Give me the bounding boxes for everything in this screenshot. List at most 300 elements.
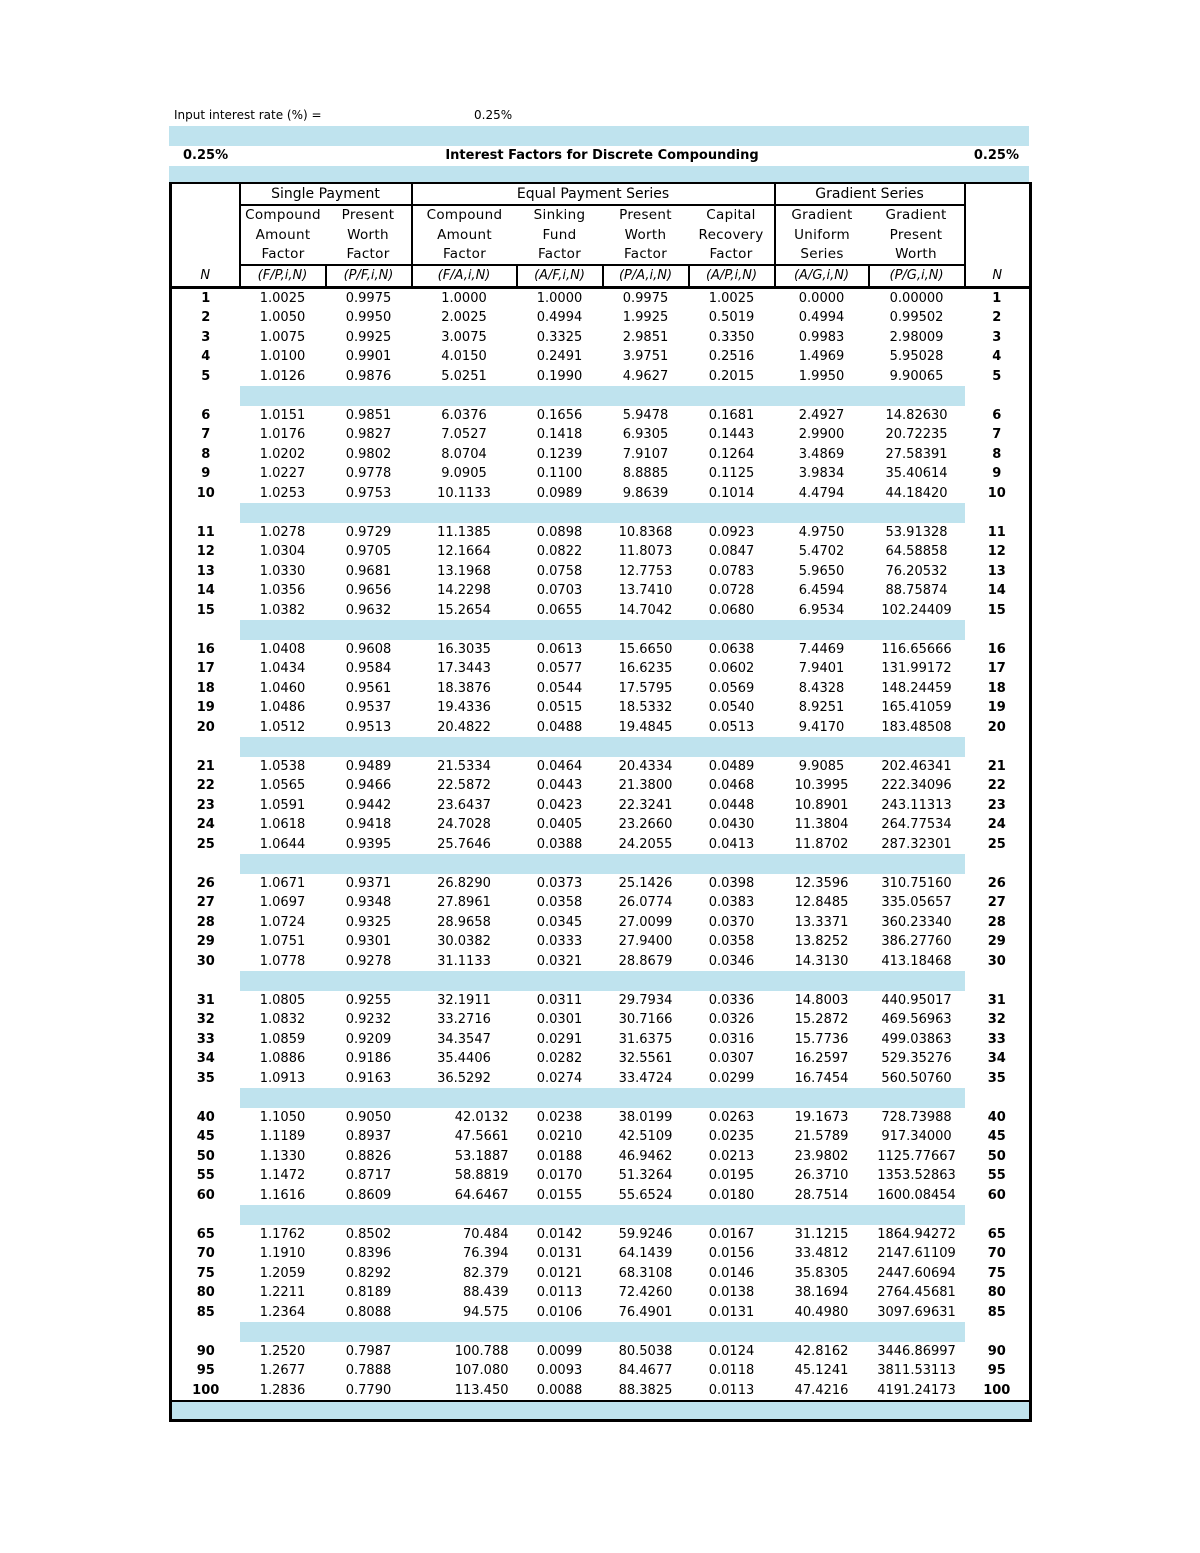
factor-cell: 0.9901 [345,349,392,365]
factor-cell: 0.9632 [345,602,392,618]
factor-cell: 0.4994 [536,310,583,326]
table-row [171,1147,1031,1167]
row-n-right: 65 [987,1226,1006,1242]
factor-cell: 0.0464 [536,758,583,774]
factor-cell: 36.5292 [437,1070,491,1086]
factor-cell: 24.2055 [618,836,673,852]
factor-cell: 222.34096 [881,778,952,794]
factor-cell: 14.82630 [885,407,948,423]
table-row [171,1010,1031,1030]
row-n-right: 15 [987,602,1006,618]
table-row [171,287,1031,308]
table-row [171,523,1031,543]
row-n: 95 [196,1363,215,1379]
factor-cell: 0.0388 [536,836,583,852]
factor-cell: 82.379 [463,1265,509,1281]
factor-cell: 5.4702 [798,544,845,560]
column-symbol: (P/A,i,N) [603,265,689,287]
factor-cell: 0.0106 [536,1304,583,1320]
table-row [171,1244,1031,1264]
row-n-right: 18 [987,680,1006,696]
separator-band [240,620,965,640]
factor-cell: 0.0602 [708,661,755,677]
separator-blank [171,971,240,991]
factor-cell: 0.0333 [536,934,583,950]
row-n: 24 [196,817,215,833]
factor-cell: 9.0905 [441,466,487,482]
block-separator [171,503,1031,523]
factor-cell: 9.8639 [622,485,669,501]
factor-cell: 23.6437 [437,797,491,813]
factor-cell: 1.0618 [259,817,306,833]
table-row [171,679,1031,699]
factor-cell: 0.0544 [536,680,583,696]
factor-cell: 0.0156 [708,1246,755,1262]
factor-cell: 20.4822 [437,719,491,735]
factor-cell: 6.9305 [622,427,669,443]
factor-cell: 0.9827 [345,427,392,443]
factor-cell: 16.2597 [794,1051,849,1067]
separator-blank [171,854,240,874]
row-n-right: 9 [992,466,1002,482]
factor-cell: 3811.53113 [877,1363,956,1379]
factor-cell: 1.1189 [259,1129,306,1145]
factor-cell: 70.484 [463,1226,509,1242]
factor-cell: 0.0118 [708,1363,755,1379]
separator-blank [965,1088,1031,1108]
row-n: 20 [196,719,215,735]
factor-cell: 0.8502 [345,1226,392,1242]
factor-cell: 9.4170 [798,719,845,735]
factor-cell: 0.1125 [708,466,755,482]
factor-cell: 14.3130 [794,953,849,969]
block-separator [171,1401,1031,1421]
row-n: 26 [196,875,215,891]
factor-cell: 0.9561 [345,680,392,696]
factor-cell: 1.0100 [259,349,306,365]
table-row [171,542,1031,562]
factor-cell: 40.4980 [794,1304,849,1320]
factor-cell: 0.1264 [708,446,755,462]
factor-cell: 80.5038 [618,1343,673,1359]
table-row [171,367,1031,387]
factor-cell: 76.20532 [885,563,948,579]
table-row [171,1264,1031,1284]
factor-cell: 1.0538 [259,758,306,774]
factor-cell: 0.8396 [345,1246,392,1262]
table-row [171,1342,1031,1362]
factor-cell: 3.9834 [798,466,845,482]
factor-cell: 34.3547 [437,1031,491,1047]
factor-cell: 287.32301 [881,836,952,852]
row-n: 21 [196,758,215,774]
factor-cell: 1.0126 [259,368,306,384]
factor-cell: 1.0278 [259,524,306,540]
row-n-right: 33 [987,1031,1006,1047]
factor-cell: 0.0238 [536,1109,583,1125]
factor-cell: 10.8368 [618,524,673,540]
row-n-right: 8 [992,446,1002,462]
row-n-right: 1 [992,290,1002,306]
factor-cell: 72.4260 [618,1285,673,1301]
row-n-right: 23 [987,797,1006,813]
factor-cell: 1.1616 [259,1187,306,1203]
column-header-l3: Factor [537,246,582,263]
factor-cell: 0.9608 [345,641,392,657]
factor-cell: 38.0199 [618,1109,673,1125]
factor-cell: 20.72235 [885,427,948,443]
factor-cell: 1.1762 [259,1226,306,1242]
factor-cell: 560.50760 [881,1070,952,1086]
factor-cell: 0.0170 [536,1168,583,1184]
table-row [171,1381,1031,1402]
row-n-right: 2 [992,310,1002,326]
factor-cell: 42.0132 [454,1109,509,1125]
block-separator [171,737,1031,757]
factor-cell: 44.18420 [885,485,948,501]
factor-cell: 0.9371 [345,875,392,891]
factor-cell: 1.2836 [259,1382,306,1398]
separator-blank [965,620,1031,640]
column-header-l3: Worth [869,245,965,266]
factor-cell: 1.0151 [259,407,306,423]
row-n: 45 [196,1129,215,1145]
row-n-right: 32 [987,1012,1006,1028]
factor-cell: 14.7042 [618,602,673,618]
row-n: 75 [196,1265,215,1281]
factor-cell: 0.0847 [708,544,755,560]
factor-cell: 0.0274 [536,1070,583,1086]
row-n-right: 17 [987,661,1006,677]
row-n-right: 29 [987,934,1006,950]
table-row [171,1069,1031,1089]
factor-cell: 107.080 [454,1363,509,1379]
factor-cell: 0.0299 [708,1070,755,1086]
factor-cell: 0.0195 [708,1168,755,1184]
factor-cell: 8.0704 [441,446,487,462]
factor-cell: 0.0131 [708,1304,755,1320]
factor-cell: 1.0408 [259,641,306,657]
table-row [171,601,1031,621]
separator-band [240,1322,965,1342]
factor-cell: 17.5795 [618,680,673,696]
factor-cell: 1.9950 [798,368,845,384]
factor-cell: 1.0512 [259,719,306,735]
row-n-right: 80 [987,1285,1006,1301]
factor-cell: 0.9418 [345,817,392,833]
factor-cell: 0.9163 [345,1070,392,1086]
factor-cell: 9.9085 [798,758,845,774]
factor-cell: 11.1385 [437,524,491,540]
factor-cell: 0.0113 [708,1382,755,1398]
factor-cell: 46.9462 [618,1148,673,1164]
factor-cell: 1.0486 [259,700,306,716]
interest-table [169,126,1029,1422]
factor-cell: 31.1215 [794,1226,849,1242]
factor-cell: 26.0774 [618,895,673,911]
row-n: 15 [196,602,215,618]
separator-band [240,971,965,991]
column-header-l1: Sinking [533,207,586,224]
column-header-l3: Factor [689,245,775,266]
table-row [171,913,1031,933]
factor-cell: 0.9778 [345,466,392,482]
row-n-right: 60 [987,1187,1006,1203]
factor-cell: 0.0235 [708,1129,755,1145]
input-rate-label: Input interest rate (%) = [174,108,322,122]
factor-cell: 47.4216 [794,1382,849,1398]
factor-cell: 0.0569 [708,680,755,696]
factor-cell: 2.4927 [798,407,845,423]
factor-cell: 16.3035 [437,641,491,657]
factor-cell: 16.6235 [618,661,673,677]
factor-cell: 0.8826 [345,1148,392,1164]
column-symbol: (P/F,i,N) [326,265,412,287]
row-n-right: 25 [987,836,1006,852]
table-row [171,1303,1031,1323]
factor-cell: 0.0703 [536,583,583,599]
factor-cell: 33.2716 [437,1012,491,1028]
factor-cell: 0.0513 [708,719,755,735]
column-header-l2: Present [869,225,965,245]
column-header-l1: Gradient [791,207,853,224]
factor-cell: 0.0291 [536,1031,583,1047]
table-row [171,1225,1031,1245]
factor-cell: 0.9348 [345,895,392,911]
input-rate-row [174,108,874,126]
factor-cell: 1.0227 [259,466,306,482]
factor-cell: 12.3596 [794,875,849,891]
column-header-l2: Fund [542,226,577,243]
factor-cell: 0.9975 [345,290,392,306]
factor-cell: 0.3325 [536,329,583,345]
factor-cell: 26.8290 [437,875,491,891]
column-header-l1: Compound [426,207,503,224]
factor-cell: 0.0213 [708,1148,755,1164]
factor-cell: 0.8292 [345,1265,392,1281]
row-n: 55 [196,1168,215,1184]
factor-cell: 12.1664 [437,544,491,560]
table-row [171,991,1031,1011]
factor-cell: 0.0448 [708,797,755,813]
row-n-right: 6 [992,407,1002,423]
factor-cell: 1.1050 [259,1109,306,1125]
factor-cell: 0.0311 [536,992,583,1008]
factor-cell: 1.0859 [259,1031,306,1047]
column-header-l3: Factor [442,246,487,263]
factor-cell: 102.24409 [881,602,952,618]
factor-cell: 0.9325 [345,914,392,930]
factor-cell: 202.46341 [881,758,952,774]
factor-cell: 26.3710 [794,1168,849,1184]
factor-cell: 0.0263 [708,1109,755,1125]
factor-cell: 1.0832 [259,1012,306,1028]
separator-blank [171,1088,240,1108]
factor-cell: 0.0124 [708,1343,755,1359]
block-separator [171,1088,1031,1108]
column-header-l2: Worth [624,226,667,243]
column-header-l1: Compound [245,207,321,224]
row-n-right: 3 [992,329,1002,345]
factor-cell: 0.0138 [708,1285,755,1301]
row-n: 3 [201,329,211,345]
table-title: Interest Factors for Discrete Compounding [445,148,759,163]
column-symbol: (A/P,i,N) [689,265,775,287]
factor-cell: 15.2872 [794,1012,849,1028]
separator-blank [965,971,1031,991]
column-header-l1: Present [326,205,412,226]
factor-cell: 0.0468 [708,778,755,794]
column-header-l1: Present [619,207,672,224]
row-n: 29 [196,934,215,950]
factor-cell: 33.4724 [618,1070,673,1086]
factor-cell: 38.1694 [794,1285,849,1301]
row-n-right: 50 [987,1148,1006,1164]
factor-cell: 10.8901 [794,797,849,813]
factor-cell: 47.5661 [454,1129,509,1145]
factor-cell: 0.0370 [708,914,755,930]
factor-cell: 42.8162 [794,1343,849,1359]
factor-cell: 13.7410 [618,583,673,599]
factor-cell: 469.56963 [881,1012,952,1028]
factor-cell: 0.1681 [708,407,755,423]
separator-blank [171,386,240,406]
factor-cell: 4.9750 [798,524,845,540]
factor-cell: 0.0423 [536,797,583,813]
factor-cell: 5.9478 [622,407,669,423]
row-n: 60 [196,1187,215,1203]
factor-cell: 0.9681 [345,563,392,579]
table-row [171,1127,1031,1147]
factor-cell: 53.1887 [454,1148,509,1164]
row-n-right: 28 [987,914,1006,930]
row-n: 27 [196,895,215,911]
column-header-l3: Series [800,246,844,263]
input-rate-value[interactable]: 0.25% [474,108,513,122]
factor-cell: 1.0913 [259,1070,306,1086]
factor-cell: 0.9950 [345,310,392,326]
factor-cell: 0.8088 [345,1304,392,1320]
table-row [171,835,1031,855]
row-n: 25 [196,836,215,852]
factor-cell: 13.8252 [794,934,849,950]
table-row [171,718,1031,738]
row-n: 18 [196,680,215,696]
row-n-right: 10 [987,485,1006,501]
factor-cell: 4.0150 [441,349,487,365]
row-n: 5 [201,368,211,384]
row-n-right: 20 [987,719,1006,735]
factor-cell: 1.0724 [259,914,306,930]
separator-band [240,737,965,757]
factor-cell: 5.95028 [889,349,944,365]
factor-cell: 0.9729 [345,524,392,540]
factor-cell: 64.58858 [885,544,948,560]
factor-cell: 25.1426 [618,875,673,891]
row-n-right: 16 [987,641,1006,657]
factor-cell: 6.0376 [441,407,487,423]
row-n: 16 [196,641,215,657]
column-symbol: (P/G,i,N) [869,265,965,287]
factor-cell: 440.95017 [881,992,952,1008]
factor-cell: 0.0326 [708,1012,755,1028]
factor-cell: 335.05657 [881,895,952,911]
factor-cell: 1.0050 [259,310,306,326]
factor-cell: 0.0405 [536,817,583,833]
row-n-right: 40 [987,1109,1006,1125]
factor-cell: 1.1910 [259,1246,306,1262]
factor-cell: 0.0307 [708,1051,755,1067]
n-column-blank [171,183,240,205]
factor-cell: 31.1133 [437,953,491,969]
factor-cell: 18.3876 [437,680,491,696]
n-column-blank-right [965,245,1031,266]
factor-cell: 30.7166 [618,1012,673,1028]
row-n: 65 [196,1226,215,1242]
table-row [171,1166,1031,1186]
row-n: 12 [196,544,215,560]
row-n-right: 21 [987,758,1006,774]
factor-cell: 0.3350 [708,329,755,345]
factor-cell: 58.8819 [454,1168,509,1184]
row-n-right: 7 [992,427,1002,443]
factor-cell: 0.0398 [708,875,755,891]
row-n: 11 [196,524,215,540]
factor-cell: 1.9925 [622,310,669,326]
factor-cell: 19.1673 [794,1109,849,1125]
separator-blank [171,1205,240,1225]
factor-cell: 1.1472 [259,1168,306,1184]
row-n: 90 [196,1343,215,1359]
factor-cell: 0.0822 [536,544,583,560]
factor-cell: 64.1439 [618,1246,673,1262]
factor-cell: 84.4677 [618,1363,673,1379]
factor-cell: 0.9050 [345,1109,392,1125]
factor-cell: 0.1100 [536,466,583,482]
factor-cell: 0.9186 [345,1051,392,1067]
row-n-right: 26 [987,875,1006,891]
n-header: N [171,265,240,287]
factor-cell: 1600.08454 [877,1187,956,1203]
factor-cell: 31.6375 [618,1031,673,1047]
factor-cell: 18.5332 [618,700,673,716]
factor-cell: 0.9442 [345,797,392,813]
row-n: 35 [196,1070,215,1086]
factor-cell: 28.8679 [618,953,673,969]
block-separator [171,971,1031,991]
factor-cell: 12.8485 [794,895,849,911]
row-n: 13 [196,563,215,579]
factor-cell: 6.9534 [798,602,845,618]
factor-cell: 20.4334 [618,758,673,774]
factor-cell: 0.8717 [345,1168,392,1184]
factor-cell: 55.6524 [618,1187,673,1203]
factor-cell: 0.0210 [536,1129,583,1145]
bottom-band [171,1401,1031,1421]
factor-cell: 1.0304 [259,544,306,560]
factor-cell: 0.0577 [536,661,583,677]
factor-cell: 1.0805 [259,992,306,1008]
row-n: 28 [196,914,215,930]
table-row [171,757,1031,777]
column-symbol: (A/G,i,N) [775,265,869,287]
factor-cell: 1.0075 [259,329,306,345]
n-column-blank [171,205,240,226]
factor-cell: 4.4794 [798,485,845,501]
factor-cell: 8.9251 [798,700,845,716]
row-n-right: 11 [987,524,1006,540]
column-header-l3: Factor [326,245,412,266]
